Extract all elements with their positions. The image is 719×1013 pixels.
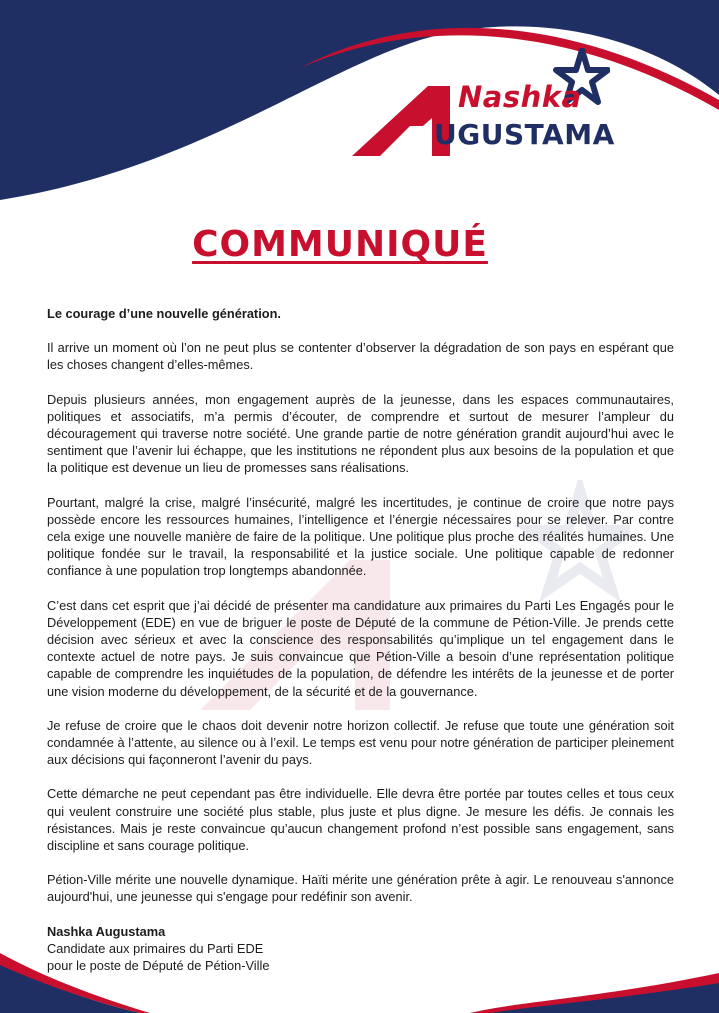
- logo-first-name: Nashka: [458, 80, 582, 114]
- paragraph-5: Je refuse de croire que le chaos doit devenir notre horizon collectif. Je refuse que toute une génération soit condamnée à l’attente, au silence ou à l’exil. Le temps est venu pour notre génération de participer pleinement aux décisions qui façonneront l’avenir du pays.: [47, 717, 674, 768]
- signature-title: Candidate aux primaires du Parti EDE: [47, 940, 264, 956]
- paragraph-3: Pourtant, malgré la crise, malgré l’insécurité, malgré les incertitudes, je continue de croire que notre pays possède encore les ressources humaines, l’intelligence et l’énergie nécessaires pour se relever. Par contre cela exige une nouvelle manière de faire de la politique. Une politique plus proche des réalités humaines. Une politique fondée sur le travail, la responsabilité et la justice sociale. Une politique capable de redonner confiance à une population trop longtemps abandonnée.: [47, 494, 674, 579]
- signature-name: Nashka Augustama: [47, 923, 166, 939]
- signature-position: pour le poste de Député de Pétion-Ville: [47, 958, 270, 974]
- paragraph-4: C’est dans cet esprit que j’ai décidé de présenter ma candidature aux primaires du Parti Les Engagés pour le Développement (EDE) en vue de briguer le poste de Député de la commune de Pétion-Ville. Je prends cette décision avec sérieux et avec la conscience des responsabilités qu’implique un tel engagement dans le contexte actuel de notre pays. Je suis convaincue que Pétion-Ville a besoin d’une représentation politique capable de comprendre les inquiétudes de la population, de défendre les intérêts de la jeunesse et de porter une vision moderne du développement, de la sécurité et de la gouvernance.: [47, 597, 674, 699]
- paragraph-1: Il arrive un moment où l’on ne peut plus se contenter d’observer la dégradation de son pays en espérant que les choses changent d’elles-mêmes.: [47, 340, 674, 373]
- paragraph-7: Pétion-Ville mérite une nouvelle dynamique. Haïti mérite une génération prête à agir. Le renouveau s'annonce aujourd'hui, une jeunesse qui s'engage pour redéfinir son avenir.: [47, 872, 674, 905]
- subtitle: Le courage d’une nouvelle génération.: [47, 306, 281, 321]
- paragraph-6: Cette démarche ne peut cependant pas être individuelle. Elle devra être portée par toutes celles et tous ceux qui veulent construire une société plus stable, plus juste et plus digne. Je mesure les défis. Je connais les résistances. Mais je reste convaincue qu’aucun changement profond n’est possible sans engagement, sans discipline et sans courage politique.: [47, 786, 674, 854]
- logo-last-name: UGUSTAMA: [434, 118, 615, 151]
- footer-wave: [0, 943, 719, 1013]
- page-title: COMMUNIQUÉ: [192, 224, 488, 265]
- paragraph-2: Depuis plusieurs années, mon engagement auprès de la jeunesse, dans les espaces communautaires, politiques et associatifs, m’a permis d’écouter, de comprendre et surtout de mesurer l’ampleur du découragement qui traverse notre société. Une grande partie de notre génération grandit aujourd’hui avec le sentiment que l’avenir lui échappe, que les institutions ne répondent plus aux besoins de la population et que la politique est devenue un lieu de promesses sans réalisations.: [47, 391, 674, 476]
- communique-body: [47, 305, 674, 974]
- candidate-logo: [350, 48, 615, 160]
